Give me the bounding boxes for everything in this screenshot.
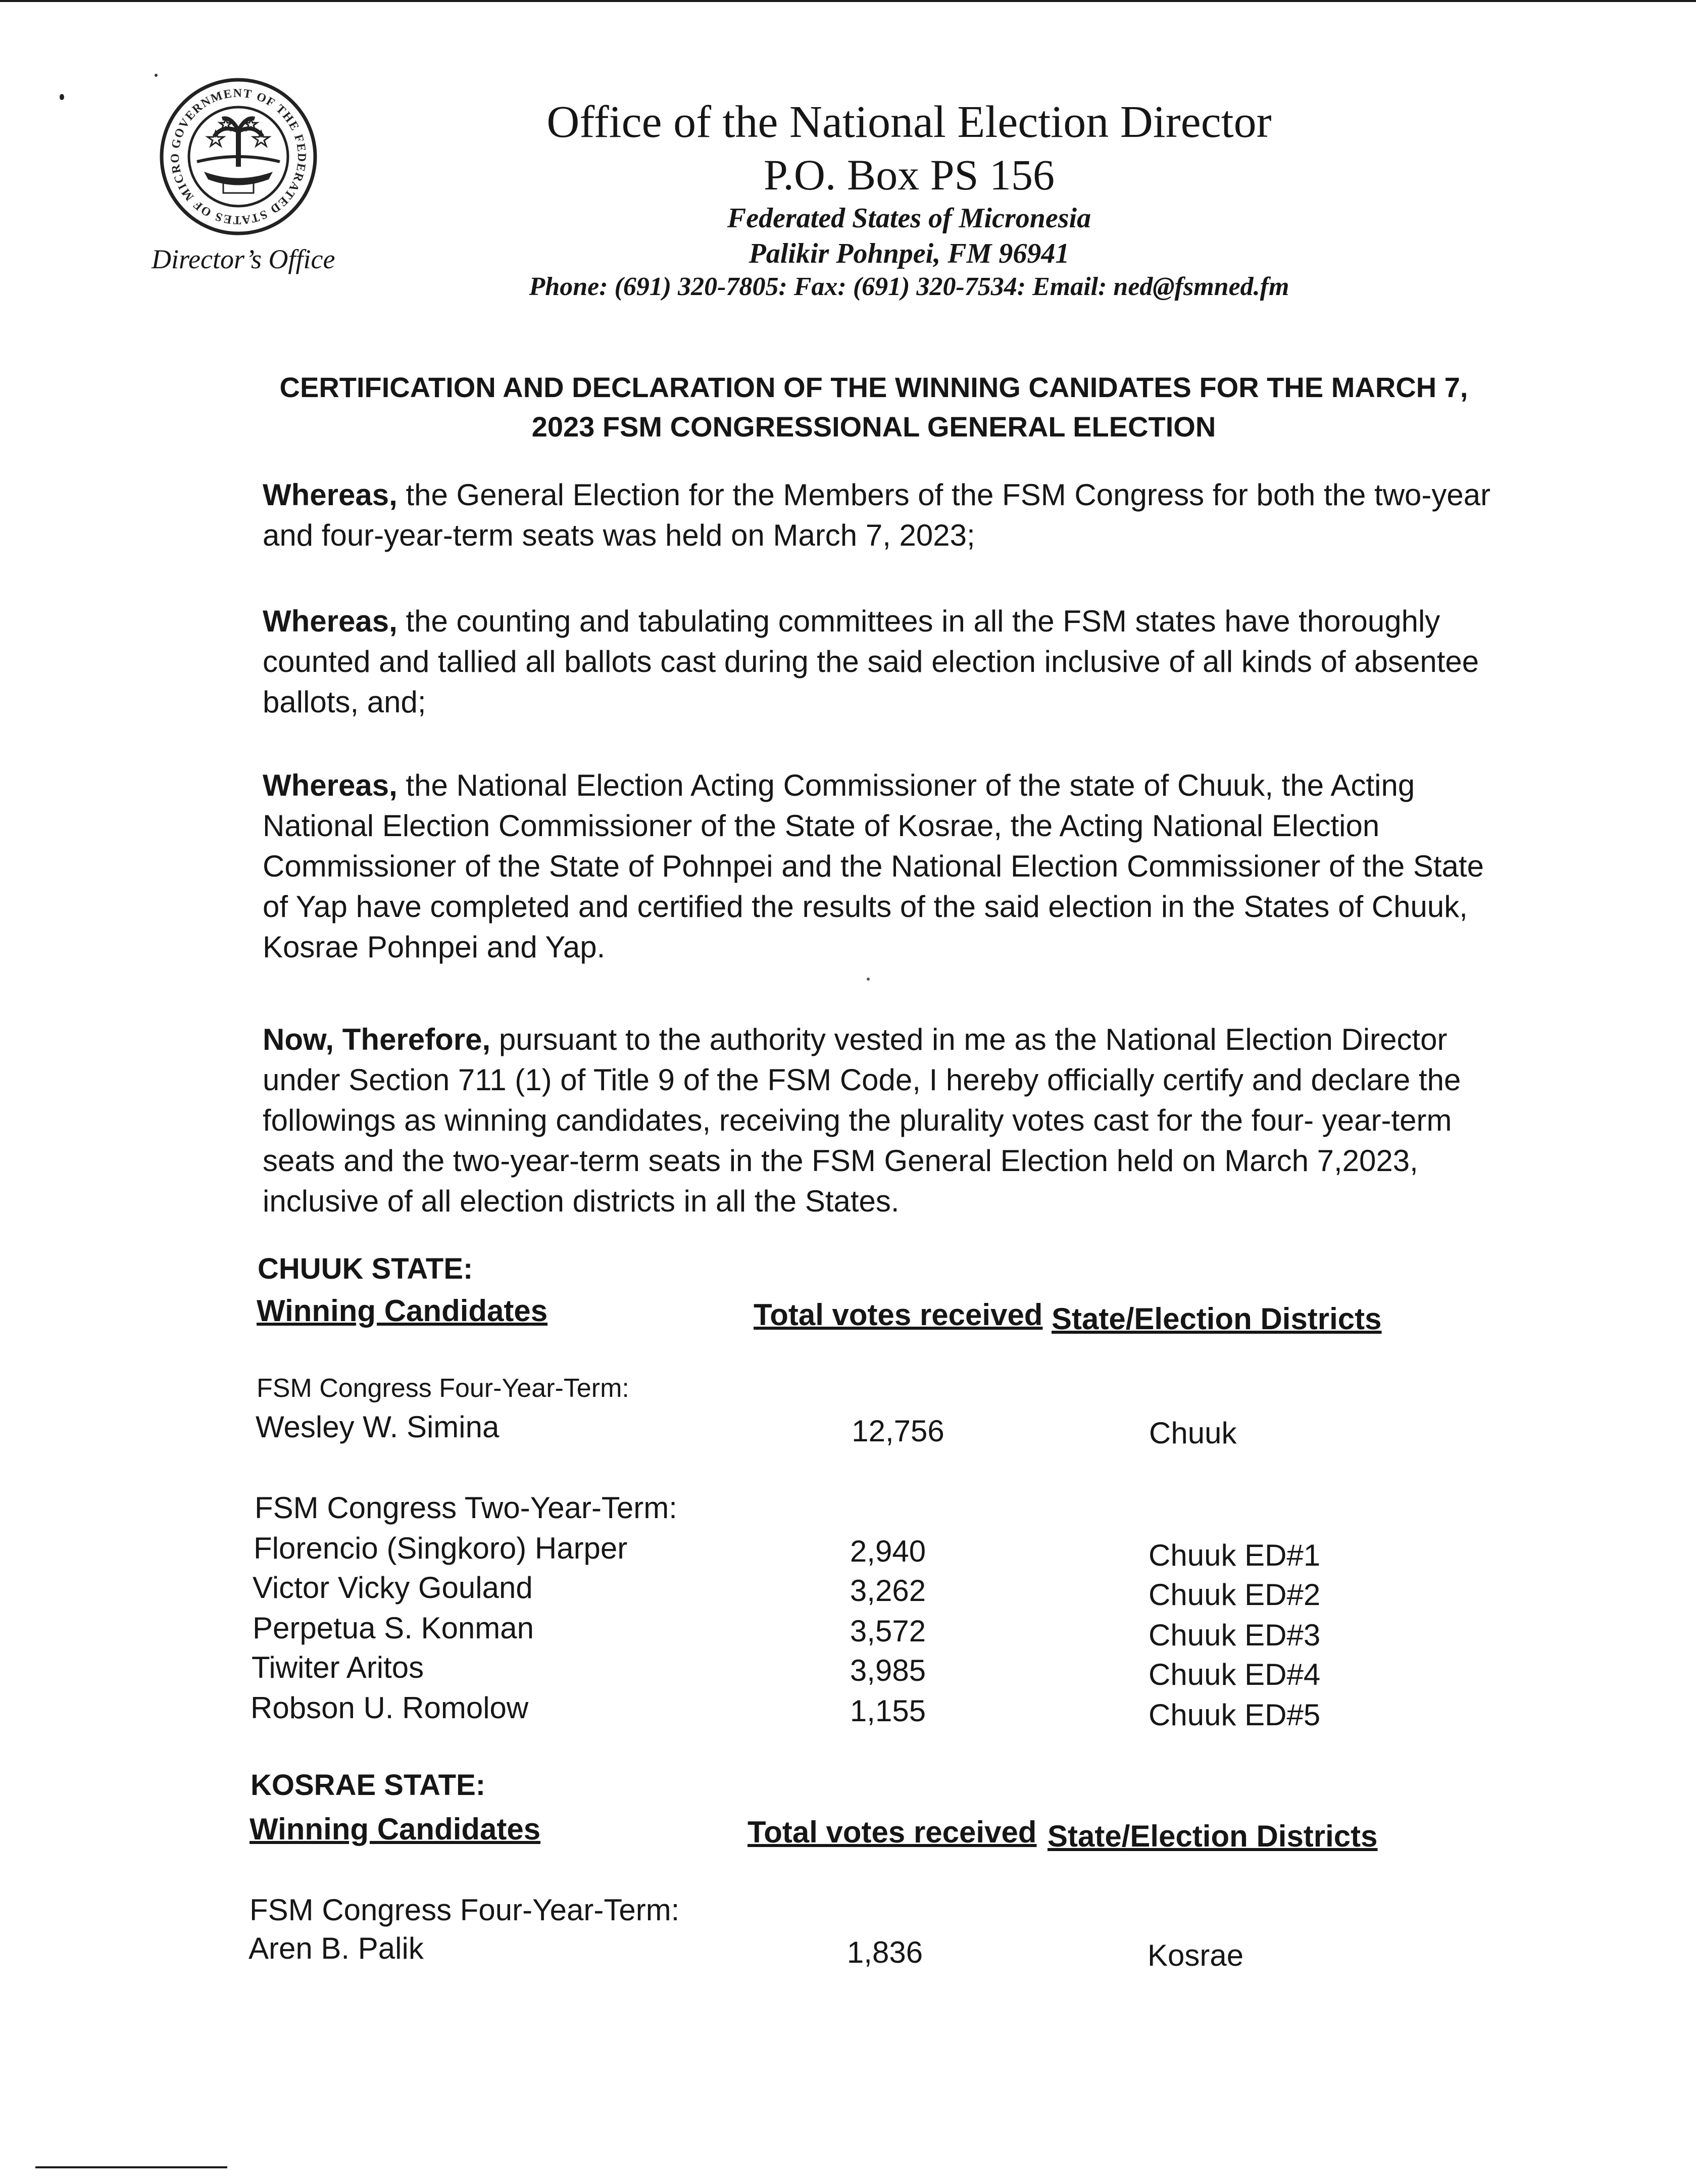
paragraph-text: the National Election Acting Commissioner of the state of Chuuk, the Acting National Election Commissioner of the State of Kosrae, the Acting National Election Commissioner of the State of Pohnpei and the National Election Commissioner of the State of Yap have completed and certified the results of the said election in the States of Chuuk, Kosrae Pohnpei and Yap. [263,768,1484,964]
candidate-name: Wesley W. Simina [256,1410,500,1444]
kosrae-state-heading: KOSRAE STATE: [251,1769,486,1802]
col-header-districts: State/Election Districts [1052,1302,1382,1336]
chuuk-four-year-label: FSM Congress Four-Year-Term: [257,1374,629,1403]
candidate-votes: 12,756 [852,1414,944,1448]
paragraph-text: pursuant to the authority vested in me as the National Election Director under Section 711 (1) of Title 9 of the FSM Code, I hereby officially certify and declare the followings as winning candidates, receiving the plurality votes cast for the four- year-term seats and the two-year-term seats in the FSM General Election held on March 7,2023, inclusive of all election districts in all the States. [263,1023,1461,1218]
paragraph-lead: Whereas, [263,604,397,638]
candidate-name: Perpetua S. Konman [253,1611,534,1645]
paragraph-lead: Now, Therefore, [263,1023,491,1056]
office-name: Office of the National Election Director [546,97,1272,147]
scan-speck [867,978,870,981]
candidate-votes: 3,572 [850,1614,926,1648]
chuuk-state-heading: CHUUK STATE: [258,1252,473,1285]
col-header-votes: Total votes received [747,1815,1037,1849]
col-header-candidates: Winning Candidates [257,1294,548,1328]
address-line: Palikir Pohnpei, FM 96941 [749,238,1070,269]
candidate-name: Florencio (Singkoro) Harper [254,1531,628,1565]
candidate-votes: 2,940 [850,1534,926,1568]
country-line: Federated States of Micronesia [727,203,1091,234]
top-scan-edge [0,0,1696,2]
document-heading [212,368,1535,447]
candidate-votes: 3,262 [850,1574,926,1608]
candidate-district: Chuuk ED#1 [1149,1538,1321,1572]
candidate-votes: 1,155 [850,1694,926,1728]
scan-speck [60,94,64,100]
heading-line-2: 2023 FSM CONGRESSIONAL GENERAL ELECTION [531,411,1216,443]
candidate-votes: 3,985 [850,1654,926,1687]
whereas-paragraph-2 [263,601,1495,722]
paragraph-lead: Whereas, [263,478,397,512]
therefore-paragraph [263,1020,1495,1222]
candidate-name: Tiwiter Aritos [252,1651,424,1684]
heading-line-1: CERTIFICATION AND DECLARATION OF THE WINNING CANIDATES FOR THE MARCH 7, [279,371,1468,403]
col-header-districts: State/Election Districts [1047,1819,1378,1853]
col-header-candidates: Winning Candidates [250,1812,541,1846]
col-header-votes: Total votes received [754,1298,1043,1332]
whereas-paragraph-3 [263,765,1495,967]
paragraph-lead: Whereas, [263,768,397,802]
kosrae-four-year-label: FSM Congress Four-Year-Term: [250,1893,680,1927]
chuuk-two-year-label: FSM Congress Two-Year-Term: [255,1491,677,1525]
bottom-rule [35,2166,227,2168]
candidate-district: Chuuk ED#4 [1149,1658,1321,1691]
government-seal-icon [158,76,319,237]
candidate-name: Aren B. Palik [248,1931,424,1965]
candidate-name: Victor Vicky Gouland [253,1571,533,1605]
candidate-name: Robson U. Romolow [251,1691,529,1725]
candidate-district: Kosrae [1148,1938,1244,1972]
paragraph-text: the General Election for the Members of the FSM Congress for both the two-year and four-year-term seats was held on March 7, 2023; [263,478,1491,552]
paragraph-text: the counting and tabulating committees in all the FSM states have thoroughly counted and tallied all ballots cast during the said election inclusive of all kinds of absentee ballots, and; [263,604,1479,719]
whereas-paragraph-1 [263,475,1495,556]
directors-office-label: Director’s Office [152,244,335,274]
po-box: P.O. Box PS 156 [764,151,1055,199]
candidate-district: Chuuk ED#5 [1149,1698,1321,1732]
candidate-district: Chuuk ED#3 [1149,1618,1321,1652]
candidate-district: Chuuk ED#2 [1149,1578,1321,1612]
candidate-district: Chuuk [1149,1416,1237,1450]
candidate-votes: 1,836 [846,1935,923,1969]
svg-text:GOVERNMENT OF THE FEDERATED ST: GOVERNMENT OF THE FEDERATED STATES OF MICRO [168,86,309,227]
contact-line: Phone: (691) 320-7805: Fax: (691) 320-7534: Email: ned@fsmned.fm [529,272,1289,301]
